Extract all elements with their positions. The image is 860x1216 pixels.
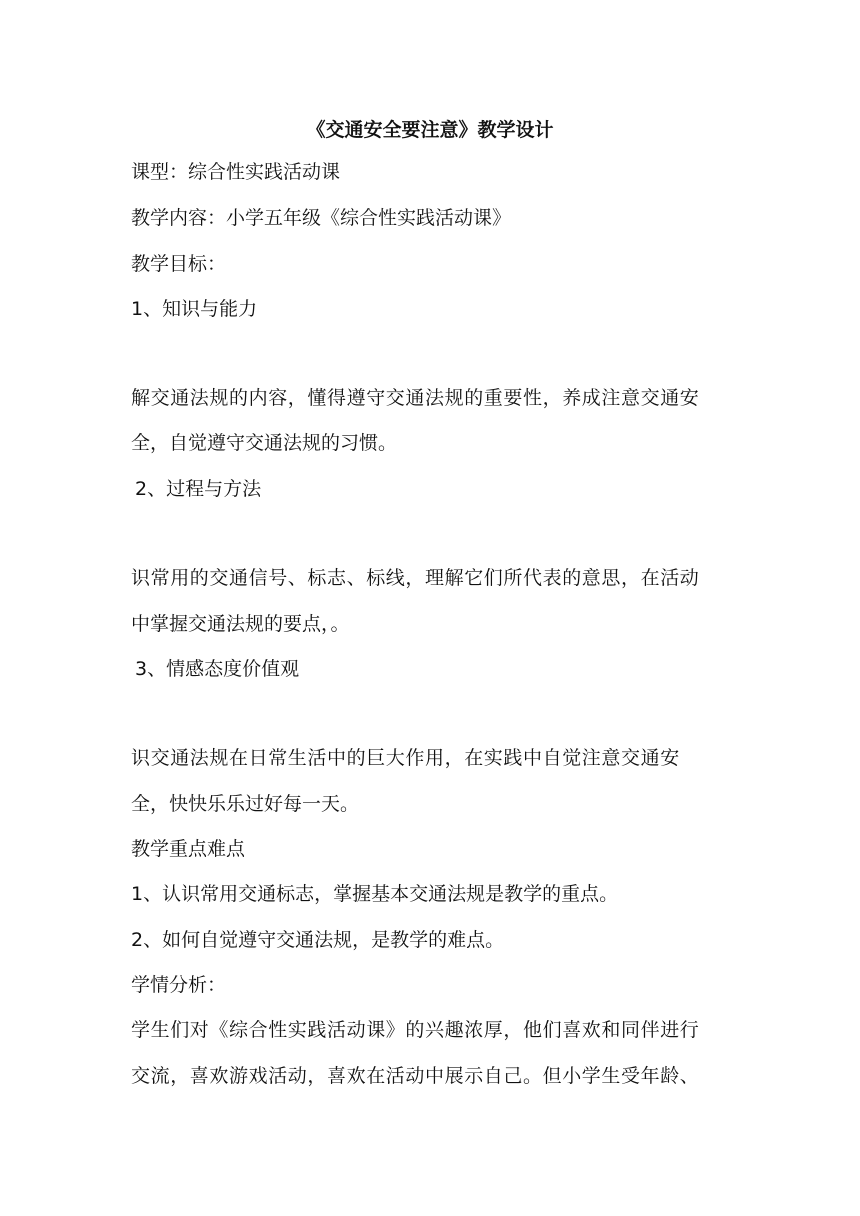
goal-2-heading: 2、过程与方法: [135, 478, 262, 500]
goal-2-text-line-2: 中掌握交通法规的要点，。: [131, 613, 350, 635]
teaching-goals-heading: 教学目标：: [131, 253, 227, 275]
goal-3-text-line-2: 全，快快乐乐过好每一天。: [131, 793, 360, 815]
student-analysis-heading: 学情分析：: [131, 974, 227, 996]
student-analysis-line-2: 交流，喜欢游戏活动，喜欢在活动中展示自己。但小学生受年龄、: [131, 1065, 700, 1087]
lesson-type-line: 课型：综合性实践活动课: [131, 161, 341, 183]
goal-3-text-line-1: 识交通法规在日常生活中的巨大作用，在实践中自觉注意交通安: [131, 747, 680, 769]
key-difficulties-heading: 教学重点难点: [131, 838, 246, 860]
goal-3-heading: 3、情感态度价值观: [135, 658, 300, 680]
key-point-1: 1、认识常用交通标志，掌握基本交通法规是教学的重点。: [131, 883, 619, 905]
document-title: 《交通安全要注意》教学设计: [306, 119, 554, 141]
goal-1-text-line-1: 解交通法规的内容，懂得遵守交通法规的重要性，养成注意交通安: [131, 387, 700, 409]
teaching-content-line: 教学内容：小学五年级《综合性实践活动课》: [131, 207, 512, 229]
goal-1-text-line-2: 全，自觉遵守交通法规的习惯。: [131, 432, 398, 454]
student-analysis-line-1: 学生们对《综合性实践活动课》的兴趣浓厚，他们喜欢和同伴进行: [131, 1019, 700, 1041]
goal-2-text-line-1: 识常用的交通信号、标志、标线，理解它们所代表的意思，在活动: [131, 567, 700, 589]
goal-1-heading: 1、知识与能力: [131, 298, 258, 320]
key-point-2: 2、如何自觉遵守交通法规，是教学的难点。: [131, 929, 505, 951]
